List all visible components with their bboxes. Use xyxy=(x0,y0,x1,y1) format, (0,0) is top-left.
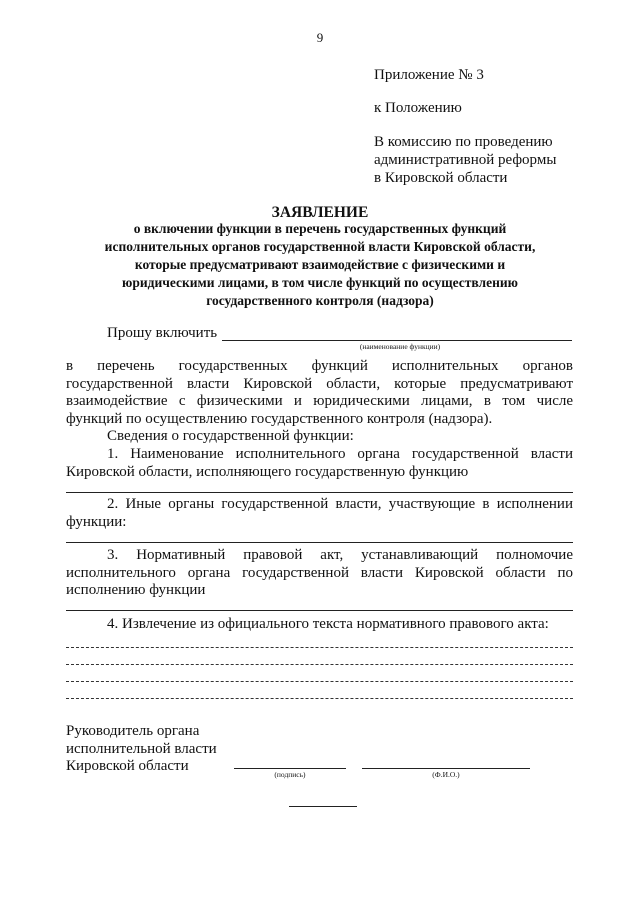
signatory-line-2: исполнительной власти xyxy=(66,740,217,757)
recipient-line-2: административной реформы xyxy=(374,152,557,168)
appendix-label: Приложение № 3 xyxy=(374,67,484,83)
signatory-line-1: Руководитель органа xyxy=(66,723,200,739)
signatory-block xyxy=(66,723,217,776)
item-4-label: 4. Извлечение из официального текста нормативного правового акта: xyxy=(107,616,549,632)
full-name-field[interactable] xyxy=(362,768,530,769)
recipient-line-3: в Кировской области xyxy=(374,170,508,186)
item-3-line-1: 3. Нормативный правовой акт, устанавливающий полномочие xyxy=(107,547,573,563)
paragraph-line-2: государственной власти Кировской области, которые предусматривают xyxy=(66,375,573,392)
page-number: 9 xyxy=(316,30,324,45)
item-2 xyxy=(66,496,573,531)
item-3-line-3: исполнению функции xyxy=(66,582,206,598)
subtitle-line-5: государственного контроля (надзора) xyxy=(206,293,434,308)
item-1-answer-line[interactable] xyxy=(66,492,573,493)
signature-caption: (подпись) xyxy=(274,770,306,779)
full-name-caption: (Ф.И.О.) xyxy=(432,770,460,779)
item-1 xyxy=(66,446,573,481)
extract-line-4[interactable] xyxy=(66,698,573,699)
recipient-line-1: В комиссию по проведению xyxy=(374,134,553,150)
extract-line-1[interactable] xyxy=(66,647,573,648)
item-2-line-1: 2. Иные органы государственной власти, участвующие в исполнении xyxy=(107,496,573,512)
request-paragraph xyxy=(66,358,573,428)
item-1-line-1: 1. Наименование исполнительного органа государственной власти xyxy=(107,446,573,462)
item-3-line-2: исполнительного органа государственной власти Кировской области по xyxy=(66,564,573,581)
request-label: Прошу включить xyxy=(107,325,218,341)
end-separator xyxy=(289,806,357,807)
item-1-line-2: Кировской области, исполняющего государственную функцию xyxy=(66,463,469,480)
document-subtitle xyxy=(60,220,580,310)
extract-line-3[interactable] xyxy=(66,681,573,682)
paragraph-line-1: в перечень государственных функций исполнительных органов xyxy=(66,358,573,374)
signatory-line-3: Кировской области xyxy=(66,758,189,774)
function-name-caption: (наименование функции) xyxy=(359,342,441,351)
paragraph-line-3: взаимодействие с физическими и юридическими лицами, в том числе xyxy=(66,393,573,409)
signature-field[interactable] xyxy=(234,768,346,769)
item-2-line-2: функции: xyxy=(66,513,127,530)
item-3-answer-line[interactable] xyxy=(66,610,573,611)
document-title: ЗАЯВЛЕНИЕ xyxy=(271,204,369,221)
subtitle-line-2: исполнительных органов государственной власти Кировской области, xyxy=(104,239,536,254)
item-2-answer-line[interactable] xyxy=(66,542,573,543)
info-header: Сведения о государственной функции: xyxy=(107,428,354,444)
item-3 xyxy=(66,547,573,600)
subtitle-line-4: юридическими лицами, в том числе функций по осуществлению xyxy=(122,275,518,290)
subtitle-line-1: о включении функции в перечень государственных функций xyxy=(133,221,507,236)
paragraph-line-4: функций по осуществлению государственного контроля (надзора). xyxy=(66,410,493,427)
regulation-label: к Положению xyxy=(374,100,462,116)
subtitle-line-3: которые предусматривают взаимодействие с физическими и xyxy=(134,257,506,272)
function-name-field[interactable] xyxy=(222,340,572,341)
extract-line-2[interactable] xyxy=(66,664,573,665)
